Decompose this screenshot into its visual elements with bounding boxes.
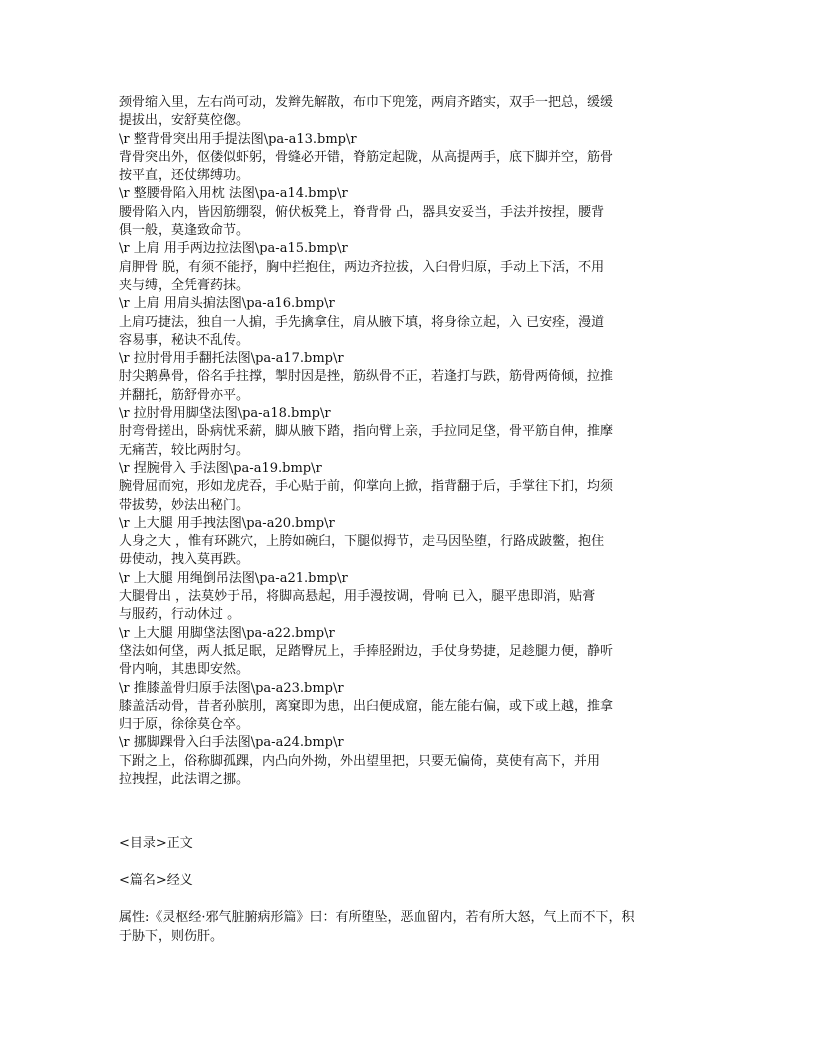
text-line: 人身之大 ，惟有环跳穴，上胯如碗臼，下腿似拇节，走马因坠堕，行路成跛鳖，抱住 bbox=[119, 534, 605, 550]
text-line: 肘尖鹅鼻骨，俗名手拄撑，掣肘因是挫，筋纵骨不正，若逢打与跌，筋骨两倚倾，拉推 bbox=[119, 369, 614, 385]
text-line: 容易事，秘诀不乱传。 bbox=[119, 332, 250, 348]
text-line: 肩胛骨 脱，有须不能抒，胸中拦抱住，两边齐拉拔，入臼骨归原，手动上下活，不用 bbox=[119, 259, 605, 275]
body-text bbox=[119, 94, 699, 789]
text-line: 夹与缚，全凭膏药抹。 bbox=[119, 277, 250, 293]
text-line: \r 上大腿 用手拽法图\pa-a20.bmp\r bbox=[119, 515, 335, 531]
text-line: 膝盖活动骨，昔者孙膑刖，离窠即为患，出臼便成窟，能左能右偏，或下或上越，推拿 bbox=[119, 698, 614, 714]
text-line: 归于原，徐徐莫仓卒。 bbox=[119, 717, 250, 733]
text-line: 俱一般，莫逢致命节。 bbox=[119, 223, 250, 239]
text-line: \r 上肩 用肩头掮法图\pa-a16.bmp\r bbox=[119, 296, 335, 312]
text-line: 颈骨缩入里，左右尚可动，发辫先解散，布巾下兜笼，两肩齐踏实，双手一把总，缓缓 bbox=[119, 95, 614, 110]
document-page bbox=[119, 94, 699, 946]
text-line: \r 整背骨突出用手提法图\pa-a13.bmp\r bbox=[119, 131, 357, 147]
text-line: \r 上大腿 用绳倒吊法图\pa-a21.bmp\r bbox=[119, 570, 348, 586]
text-line: 下跗之上，俗称脚孤踝，内凸向外拗，外出望里把，只要无偏倚，莫使有高下，并用 bbox=[119, 753, 601, 769]
text-line: 腕骨屈而宛，形如龙虎吞，手心贴于前，仰掌向上掀，指背翻于后，手掌往下扪，均须 bbox=[119, 479, 614, 495]
text-line: \r 拉肘骨用脚垡法图\pa-a18.bmp\r bbox=[119, 406, 331, 422]
text-line: 并翻托，筋舒骨亦平。 bbox=[119, 387, 250, 403]
text-line: \r 挪脚踝骨入臼手法图\pa-a24.bmp\r bbox=[119, 735, 344, 751]
text-line: 骨内响，其患即安然。 bbox=[119, 662, 250, 678]
text-line: 垡法如何垡，两人抵足眠，足踏臀尻上，手捧胫跗边，手仗身势捷，足趁腿力便，静听 bbox=[119, 643, 614, 659]
text-line: 拉拽捏，此法谓之挪。 bbox=[119, 771, 250, 787]
text-line: 提拔出，安舒莫倥偬。 bbox=[119, 113, 250, 129]
text-line: \r 拉肘骨用手翻托法图\pa-a17.bmp\r bbox=[119, 351, 344, 367]
text-line: 腰骨陷入内，皆因筋绷裂，俯伏板凳上，脊背骨 凸，器具安妥当，手法并按捏，腰背 bbox=[119, 204, 605, 220]
spacer bbox=[119, 789, 699, 835]
text-line: 无痛苦，较比两肘匀。 bbox=[119, 442, 250, 458]
catalog-heading: <目录>正文 bbox=[119, 836, 193, 852]
chapter-heading: <篇名>经义 bbox=[119, 873, 193, 889]
text-line: 大腿骨出 ，法莫妙于吊，将脚高悬起，用手漫按调，骨响 已入，腿平患即消，贴膏 bbox=[119, 589, 596, 605]
attribute-paragraph bbox=[119, 908, 699, 946]
text-line: 肘弯骨搓出，卧病忧釆薪，脚从腋下踏，指向臂上亲，手拉同足垡，骨平筋自伸，推摩 bbox=[119, 424, 614, 440]
text-line: \r 上大腿 用脚垡法图\pa-a22.bmp\r bbox=[119, 625, 335, 641]
text-line: 毋使动，拽入莫再跌。 bbox=[119, 552, 250, 568]
text-line: \r 推膝盖骨归原手法图\pa-a23.bmp\r bbox=[119, 680, 344, 696]
text-line: 与服药，行动休过 。 bbox=[119, 607, 241, 623]
attribute-line: 于胁下，则伤肝。 bbox=[119, 929, 224, 945]
text-line: 上肩巧捷法，独自一人掮，手先擒拿住，肩从腋下填，将身徐立起，入 已安痊，漫道 bbox=[119, 314, 605, 330]
text-line: 背骨突出外，伛偻似虾躬，骨缝必开错，脊筋定起陇，从高提两手，底下脚并空，筋骨 bbox=[119, 149, 614, 165]
attribute-line: 属性:《灵枢经·邪气脏腑病形篇》曰：有所堕坠，恶血留内，若有所大怒，气上而不下，积 bbox=[119, 910, 635, 926]
text-line: \r 整腰骨陷入用枕 法图\pa-a14.bmp\r bbox=[119, 186, 348, 202]
text-line: 带拔势，妙法出秘门。 bbox=[119, 497, 250, 513]
text-line: \r 上肩 用手两边拉法图\pa-a15.bmp\r bbox=[119, 241, 348, 257]
text-line: 按平直，还仗绑缚功。 bbox=[119, 168, 250, 184]
text-line: \r 捏腕骨入 手法图\pa-a19.bmp\r bbox=[119, 460, 322, 476]
